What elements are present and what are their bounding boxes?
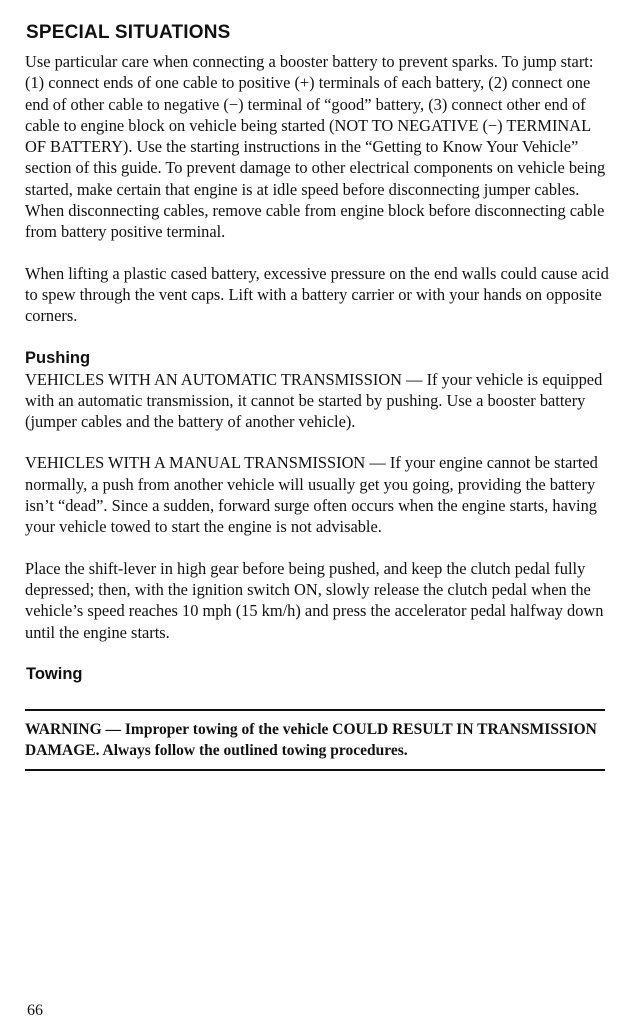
shift-lever-paragraph: Place the shift-lever in high gear before being pushed, and keep the clutch pedal fully depressed; then, with the ignition switch ON, slowly release the clutch pedal when the vehicle’s speed reaches 10 mph (15 km/h) and press the accelerator pedal halfway down until the engine starts. xyxy=(25,558,604,642)
warning-box xyxy=(25,709,605,771)
battery-lifting-paragraph: When lifting a plastic cased battery, excessive pressure on the end walls could cause acid to spew through the vent caps. Lift with a battery carrier or with your hands on opposite corners. xyxy=(25,263,609,326)
manual-page xyxy=(25,22,615,771)
section-heading: SPECIAL SITUATIONS xyxy=(26,22,231,43)
pushing-heading: Pushing xyxy=(25,348,91,367)
warning-text: WARNING — Improper towing of the vehicle COULD RESULT IN TRANSMISSION DAMAGE. Always follow the outlined towing procedures. xyxy=(25,720,597,759)
jump-start-paragraph: Use particular care when connecting a booster battery to prevent sparks. To jump start: (1) connect ends of one cable to positive (+) terminals of each battery, (2) connect one end of other cable to negative (−) terminal of “good” battery, (3) connect other end of cable to engine block on vehicle being started (NOT TO NEGATIVE (−) TERMINAL OF BATTERY). Use the starting instructions in the “Getting to Know Your Vehicle” section of this guide. To prevent damage to other electrical components on vehicle being started, make certain that engine is at idle speed before disconnecting jumper cables. When disconnecting cables, remove cable from engine block before disconnecting cable from battery positive terminal. xyxy=(25,52,606,242)
towing-heading: Towing xyxy=(26,664,83,683)
page-number: 66 xyxy=(27,1002,43,1019)
manual-transmission-paragraph: VEHICLES WITH A MANUAL TRANSMISSION — If your engine cannot be started normally, a push from another vehicle will usually get you going, providing the battery isn’t “dead”. Since a sudden, forward surge often occurs when the engine starts, having your vehicle towed to start the engine is not advisable. xyxy=(25,453,598,537)
automatic-transmission-paragraph: VEHICLES WITH AN AUTOMATIC TRANSMISSION — If your vehicle is equipped with an automatic transmission, it cannot be started by pushing. Use a booster battery (jumper cables and the battery of another vehicle). xyxy=(25,369,603,432)
